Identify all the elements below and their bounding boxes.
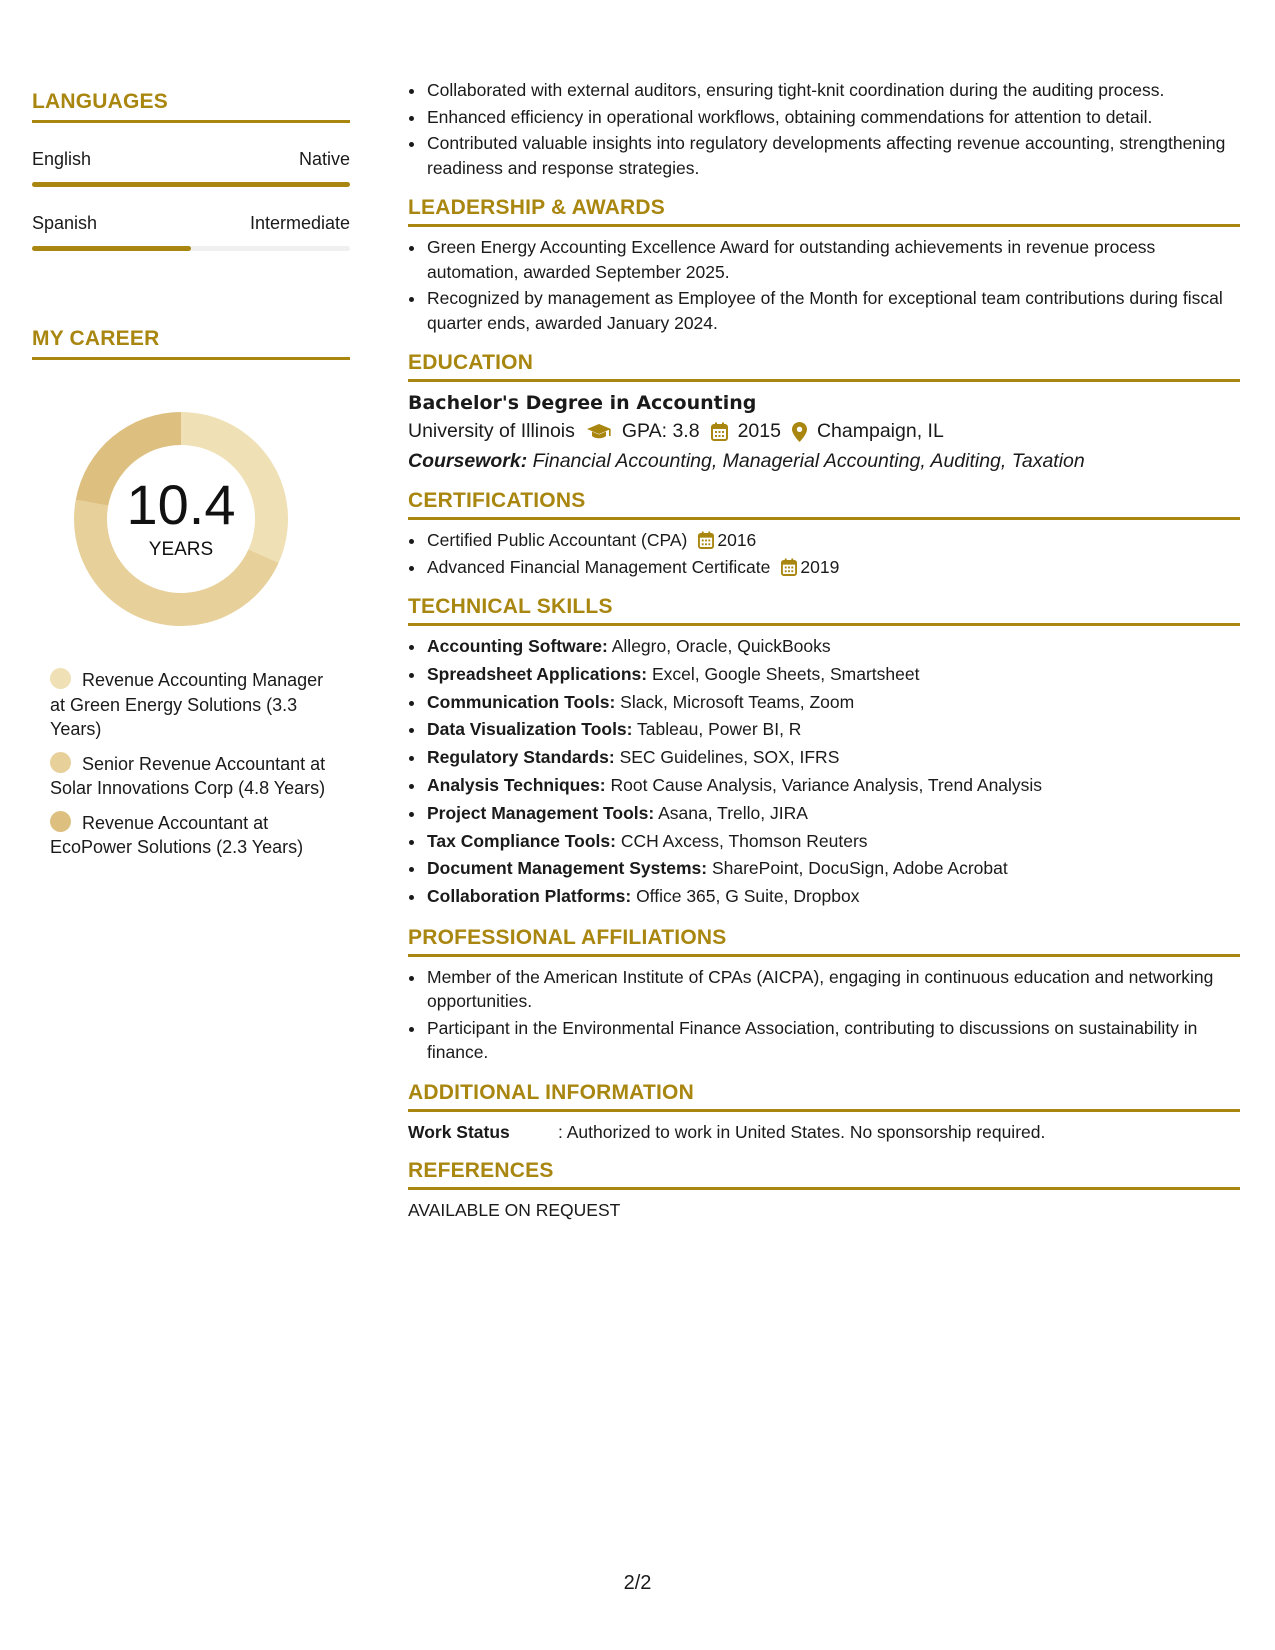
affiliation-item: • Participant in the Environmental Finance Association, contributing to discussions on sustainability in finance. bbox=[426, 1016, 1240, 1065]
legend-label: Revenue Accounting Manager at Green Energy Solutions (3.3 Years) bbox=[50, 670, 324, 739]
education-gpa: GPA: 3.8 bbox=[621, 420, 700, 442]
work-status-row bbox=[408, 1122, 1240, 1143]
certification-item bbox=[426, 528, 1240, 553]
skill-item bbox=[426, 801, 1240, 827]
language-level: Intermediate bbox=[249, 213, 350, 233]
legend-label: Senior Revenue Accountant at Solar Innovations Corp (4.8 Years) bbox=[50, 753, 326, 798]
experience-bullets bbox=[408, 78, 1240, 180]
skill-label: Project Management Tools: bbox=[427, 802, 655, 823]
language-list bbox=[32, 149, 350, 251]
skill-item bbox=[426, 745, 1240, 771]
language-level: Native bbox=[298, 149, 350, 169]
calendar-icon bbox=[711, 422, 728, 441]
skill-label: Document Management Systems: bbox=[427, 858, 708, 879]
skill-item bbox=[426, 717, 1240, 743]
skill-label: Regulatory Standards: bbox=[427, 747, 615, 768]
career-legend-item bbox=[50, 811, 330, 860]
certification-name: Certified Public Accountant (CPA) bbox=[427, 530, 688, 550]
legend-swatch bbox=[50, 811, 71, 832]
skill-item bbox=[426, 662, 1240, 688]
legend-swatch bbox=[50, 668, 71, 689]
education-degree: Bachelor's Degree in Accounting bbox=[408, 392, 757, 414]
certification-year: 2019 bbox=[800, 556, 840, 577]
certifications-section bbox=[408, 489, 1240, 579]
award-item: • Recognized by management as Employee of the Month for exceptional team contributions during fiscal quarter ends, awarded January 2024. bbox=[426, 286, 1240, 335]
skill-value: SEC Guidelines, SOX, IFRS bbox=[619, 747, 840, 768]
certification-name: Advanced Financial Management Certificate bbox=[427, 556, 771, 577]
certifications-title: CERTIFICATIONS bbox=[408, 489, 1240, 520]
career-title: MY CAREER bbox=[32, 327, 350, 360]
language-item bbox=[32, 213, 350, 251]
skills-title: TECHNICAL SKILLS bbox=[408, 595, 1240, 626]
skill-value: Tableau, Power BI, R bbox=[637, 719, 802, 740]
education-details bbox=[408, 420, 1240, 443]
experience-bullet: • Contributed valuable insights into regulatory developments affecting revenue accounting, strengthening readiness and response strategies. bbox=[426, 131, 1240, 180]
career-legend-item bbox=[50, 752, 330, 801]
language-name: Spanish bbox=[32, 213, 98, 233]
coursework-list: Financial Accounting, Managerial Accounting, Auditing, Taxation bbox=[532, 450, 1085, 472]
experience-bullet: • Collaborated with external auditors, ensuring tight-knit coordination during the auditing process. bbox=[426, 78, 1240, 103]
legend-label: Revenue Accountant at EcoPower Solutions (2.3 Years) bbox=[50, 812, 304, 857]
references-section bbox=[408, 1159, 1240, 1221]
skill-label: Spreadsheet Applications: bbox=[427, 663, 648, 684]
career-total-unit: YEARS bbox=[148, 539, 214, 560]
leadership-section bbox=[408, 196, 1240, 335]
calendar-icon bbox=[781, 558, 797, 576]
calendar-icon bbox=[698, 531, 714, 549]
skills-section bbox=[408, 595, 1240, 910]
left-column bbox=[32, 90, 350, 870]
affiliation-item: • Member of the American Institute of CPAs (AICPA), engaging in continuous education and networking opportunities. bbox=[426, 965, 1240, 1014]
skill-item bbox=[426, 884, 1240, 910]
career-donut-center bbox=[66, 404, 296, 634]
location-pin-icon bbox=[792, 422, 807, 442]
certification-year: 2016 bbox=[717, 530, 757, 550]
additional-info-section bbox=[408, 1081, 1240, 1143]
page-number: 2/2 bbox=[623, 1572, 652, 1594]
skill-label: Tax Compliance Tools: bbox=[427, 830, 616, 851]
leadership-title: LEADERSHIP & AWARDS bbox=[408, 196, 1240, 227]
education-location: Champaign, IL bbox=[816, 420, 944, 442]
skill-label: Collaboration Platforms: bbox=[427, 886, 632, 907]
career-legend bbox=[50, 668, 330, 860]
language-proficiency-bar bbox=[32, 182, 350, 187]
education-title: EDUCATION bbox=[408, 351, 1240, 382]
skill-label: Communication Tools: bbox=[427, 691, 616, 712]
skill-label: Data Visualization Tools: bbox=[427, 719, 633, 740]
skill-value: Root Cause Analysis, Variance Analysis, Trend Analysis bbox=[610, 774, 1043, 795]
skill-item bbox=[426, 690, 1240, 716]
affiliations-title: PROFESSIONAL AFFILIATIONS bbox=[408, 926, 1240, 957]
additional-info-title: ADDITIONAL INFORMATION bbox=[408, 1081, 1240, 1112]
education-coursework bbox=[408, 450, 1240, 473]
experience-bullet: • Enhanced efficiency in operational workflows, obtaining commendations for attention to detail. bbox=[426, 105, 1240, 130]
skill-value: Excel, Google Sheets, Smartsheet bbox=[651, 663, 920, 684]
affiliations-section bbox=[408, 926, 1240, 1065]
skill-item bbox=[426, 773, 1240, 799]
legend-swatch bbox=[50, 752, 71, 773]
references-text: AVAILABLE ON REQUEST bbox=[408, 1199, 621, 1220]
career-donut-chart bbox=[66, 404, 296, 634]
skill-value: CCH Axcess, Thomson Reuters bbox=[620, 830, 868, 851]
work-status-label: Work Status bbox=[408, 1121, 510, 1142]
education-section bbox=[408, 351, 1240, 473]
skill-label: Accounting Software: bbox=[427, 636, 608, 656]
language-item bbox=[32, 149, 350, 187]
skill-value: Asana, Trello, JIRA bbox=[658, 802, 808, 823]
skill-value: Slack, Microsoft Teams, Zoom bbox=[620, 691, 855, 712]
skill-value: Office 365, G Suite, Dropbox bbox=[636, 886, 860, 907]
skill-value: Allegro, Oracle, QuickBooks bbox=[611, 636, 831, 656]
language-proficiency-fill bbox=[32, 182, 350, 187]
education-year: 2015 bbox=[737, 420, 781, 442]
language-name: English bbox=[32, 149, 92, 169]
work-status-value: : Authorized to work in United States. No sponsorship required. bbox=[558, 1121, 1046, 1142]
certification-item bbox=[426, 555, 1240, 580]
graduation-cap-icon bbox=[586, 423, 612, 441]
skill-item bbox=[426, 829, 1240, 855]
skill-label: Analysis Techniques: bbox=[427, 774, 606, 795]
right-column bbox=[408, 78, 1240, 1221]
references-title: REFERENCES bbox=[408, 1159, 1240, 1190]
coursework-label: Coursework: bbox=[408, 450, 528, 472]
skill-value: SharePoint, DocuSign, Adobe Acrobat bbox=[711, 858, 1008, 879]
language-proficiency-fill bbox=[32, 246, 191, 251]
award-item: • Green Energy Accounting Excellence Award for outstanding achievements in revenue process automation, awarded September 2025. bbox=[426, 235, 1240, 284]
languages-title: LANGUAGES bbox=[32, 90, 350, 123]
career-total-value: 10.4 bbox=[126, 473, 236, 536]
skill-item bbox=[426, 634, 1240, 660]
language-proficiency-bar bbox=[32, 246, 350, 251]
career-legend-item bbox=[50, 668, 330, 742]
skill-item bbox=[426, 856, 1240, 882]
education-school: University of Illinois bbox=[408, 420, 575, 442]
